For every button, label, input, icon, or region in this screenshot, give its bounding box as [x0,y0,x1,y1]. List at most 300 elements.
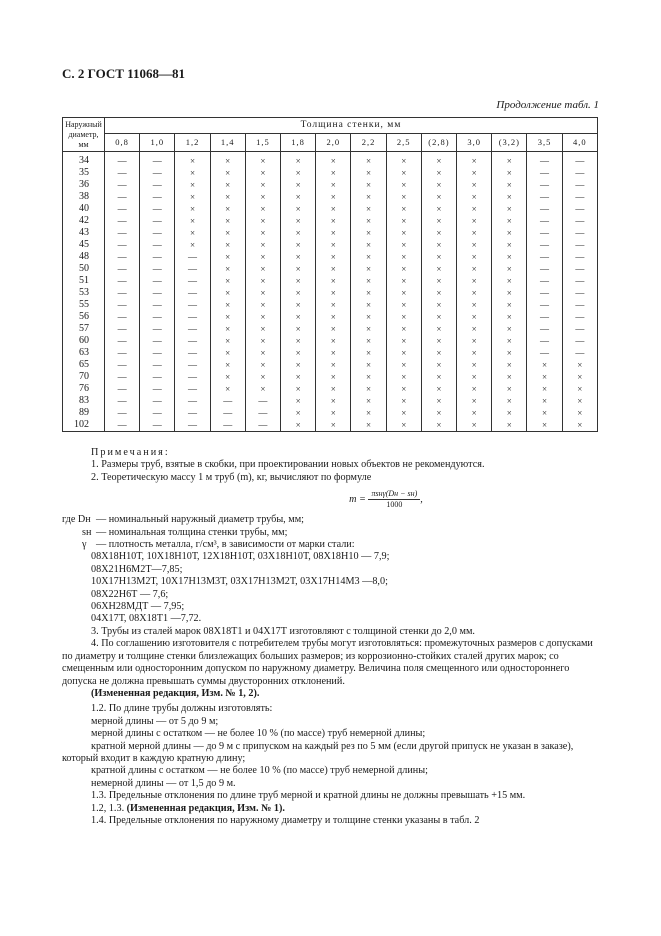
availability-cell: × [210,227,245,239]
availability-cell: × [386,419,421,432]
table-row [63,359,598,371]
availability-cell: × [386,275,421,287]
availability-cell: — [562,335,597,347]
availability-cell: × [245,227,280,239]
note-4: 4. По соглашению изготовителя с потребителем трубы могут изготовляться: промежуточных размеров с допусками по диаметру и толщине стенки близлежащих больших размеров; из коррозионно-стойких сталей других марок; со смещенным или односторонним допуском по наружному диаметру. Величина поля смещенного или одностороннего допуска не должна превышать суммы двусторонних отклонений. [62,638,593,687]
availability-cell: × [210,239,245,251]
availability-cell: — [527,152,562,168]
availability-cell: × [245,263,280,275]
availability-cell: — [105,299,140,311]
availability-cell: × [457,383,492,395]
availability-cell: — [140,152,175,168]
availability-cell: — [527,299,562,311]
table-row [63,263,598,275]
availability-cell: × [386,371,421,383]
table-body [63,152,598,432]
thickness-col-header: 2,0 [316,134,351,152]
availability-cell: × [386,395,421,407]
availability-cell: × [210,311,245,323]
availability-cell: — [105,311,140,323]
availability-cell: × [457,419,492,432]
availability-cell: × [386,251,421,263]
availability-cell: × [457,179,492,191]
section-1-2: 1.2. По длине трубы должны изготовлять: [91,703,273,715]
thickness-col-header: 0,8 [105,134,140,152]
availability-cell: × [210,323,245,335]
availability-cell: × [245,215,280,227]
availability-cell: — [527,239,562,251]
availability-cell: × [245,191,280,203]
availability-cell: × [562,371,597,383]
availability-cell: × [386,203,421,215]
availability-cell: × [281,191,316,203]
availability-cell: × [210,167,245,179]
availability-cell: — [562,152,597,168]
availability-cell: × [351,227,386,239]
diameter-cell: 48 [63,251,105,263]
availability-cell: × [351,251,386,263]
availability-cell: × [386,407,421,419]
availability-cell: × [386,227,421,239]
availability-cell: × [316,215,351,227]
availability-cell: — [175,347,210,359]
availability-cell: — [140,311,175,323]
availability-cell: × [351,311,386,323]
availability-cell: × [316,263,351,275]
table-row [63,311,598,323]
length-item-5: немерной длины — от 1,5 до 9 м. [91,777,236,789]
availability-cell: — [105,275,140,287]
table-row [63,152,598,168]
availability-cell: × [421,152,456,168]
availability-cell: × [351,167,386,179]
availability-cell: — [175,263,210,275]
availability-cell: × [316,227,351,239]
availability-cell: × [210,263,245,275]
availability-cell: × [316,347,351,359]
availability-cell: — [140,299,175,311]
availability-cell: × [281,152,316,168]
availability-cell: × [316,152,351,168]
availability-cell: × [316,179,351,191]
steel-density-list: 08Х18Н10Т, 10Х18Н10Т, 12Х18Н10Т, 03Х18Н10Т, 08Х18Н10 — 7,9; 08Х21Н6М2Т—7,85; 10Х17Н13М2Т, 10Х17Н13М3Т, 03Х17Н13М2Т, 03Х17Н14М3 —8,0; 08Х22Н6Т — 7,6; 06ХН28МДТ — 7,95; 04Х17Т, 08Х18Т1 —7,72. [91,551,390,625]
availability-cell: × [421,299,456,311]
availability-cell: × [351,419,386,432]
availability-cell: × [457,407,492,419]
availability-cell: × [351,215,386,227]
diameter-cell: 43 [63,227,105,239]
availability-cell: × [316,371,351,383]
availability-cell: — [527,287,562,299]
availability-cell: — [140,263,175,275]
availability-cell: — [140,179,175,191]
availability-cell: × [421,359,456,371]
availability-cell: — [105,407,140,419]
availability-cell: × [457,323,492,335]
availability-cell: — [562,191,597,203]
thickness-col-header: 1,4 [210,134,245,152]
table-row [63,179,598,191]
availability-cell: — [175,419,210,432]
availability-cell: × [492,395,527,407]
availability-cell: × [281,275,316,287]
availability-cell: × [492,227,527,239]
availability-cell: × [492,335,527,347]
availability-cell: × [351,263,386,275]
availability-cell: × [457,371,492,383]
availability-cell: × [245,152,280,168]
availability-cell: — [140,395,175,407]
availability-cell: × [457,215,492,227]
availability-cell: × [281,287,316,299]
availability-cell: × [386,191,421,203]
availability-cell: × [351,383,386,395]
availability-cell: × [245,167,280,179]
availability-cell: × [457,275,492,287]
availability-cell: × [351,323,386,335]
thickness-col-header: 1,8 [281,134,316,152]
availability-cell: × [386,287,421,299]
availability-cell: × [457,167,492,179]
availability-cell: — [245,419,280,432]
diameter-cell: 65 [63,359,105,371]
availability-cell: × [492,275,527,287]
table-row [63,383,598,395]
availability-cell: — [105,371,140,383]
availability-cell: × [421,383,456,395]
thickness-col-header: (3,2) [492,134,527,152]
availability-cell: × [492,299,527,311]
availability-cell: × [421,227,456,239]
availability-cell: — [140,191,175,203]
thickness-col-header: 4,0 [562,134,597,152]
availability-cell: × [492,239,527,251]
availability-cell: × [281,263,316,275]
availability-cell: × [281,251,316,263]
availability-cell: × [316,203,351,215]
thickness-col-header: 1,5 [245,134,280,152]
availability-cell: × [421,203,456,215]
availability-cell: × [492,347,527,359]
availability-cell: × [210,251,245,263]
diameter-cell: 83 [63,395,105,407]
availability-cell: — [105,251,140,263]
revision-note-2: 1.2, 1.3. (Измененная редакция, Изм. № 1). [91,802,285,814]
availability-cell: — [140,275,175,287]
availability-cell: × [457,239,492,251]
availability-cell: × [492,152,527,168]
availability-cell: × [421,371,456,383]
availability-cell: × [316,407,351,419]
availability-cell: × [386,299,421,311]
diameter-cell: 38 [63,191,105,203]
page-header: С. 2 ГОСТ 11068—81 [62,66,185,81]
availability-cell: — [140,251,175,263]
availability-cell: × [492,215,527,227]
availability-cell: × [281,395,316,407]
availability-cell: — [527,311,562,323]
availability-cell: — [562,311,597,323]
availability-cell: × [562,407,597,419]
availability-cell: — [105,152,140,168]
availability-cell: — [105,383,140,395]
availability-cell: × [281,167,316,179]
availability-cell: — [140,287,175,299]
availability-cell: — [105,263,140,275]
availability-cell: — [527,227,562,239]
availability-cell: × [316,419,351,432]
availability-cell: — [175,299,210,311]
availability-cell: — [562,251,597,263]
availability-cell: — [562,347,597,359]
availability-cell: × [457,347,492,359]
availability-cell: × [210,191,245,203]
availability-cell: — [105,347,140,359]
availability-cell: × [457,191,492,203]
availability-cell: × [386,323,421,335]
availability-cell: × [316,311,351,323]
availability-cell: × [281,359,316,371]
availability-cell: × [316,275,351,287]
availability-cell: — [175,407,210,419]
diameter-cell: 35 [63,167,105,179]
availability-cell: × [175,191,210,203]
availability-cell: × [562,419,597,432]
availability-cell: × [421,179,456,191]
table-row [63,167,598,179]
availability-cell: — [527,263,562,275]
availability-cell: × [351,371,386,383]
availability-cell: — [140,407,175,419]
availability-cell: × [492,311,527,323]
availability-cell: × [316,383,351,395]
diameter-cell: 51 [63,275,105,287]
availability-cell: × [457,359,492,371]
note-2: 2. Теоретическую массу 1 м труб (m), кг, вычисляют по формуле [91,471,372,483]
availability-cell: × [351,275,386,287]
availability-cell: × [386,152,421,168]
availability-cell: × [281,311,316,323]
availability-cell: × [386,311,421,323]
availability-cell: × [245,179,280,191]
availability-cell: × [210,383,245,395]
availability-cell: × [245,275,280,287]
availability-cell: — [562,287,597,299]
table-row [63,407,598,419]
availability-cell: — [140,215,175,227]
availability-cell: × [421,395,456,407]
availability-cell: × [210,179,245,191]
availability-cell: × [421,239,456,251]
availability-cell: — [527,203,562,215]
availability-cell: × [281,419,316,432]
formula-numerator: πsнγ(Dн − sн) [368,489,420,500]
availability-cell: × [281,227,316,239]
availability-cell: × [492,203,527,215]
table-row [63,347,598,359]
availability-cell: × [386,347,421,359]
availability-cell: × [421,323,456,335]
diameter-cell: 55 [63,299,105,311]
availability-cell: — [175,323,210,335]
thickness-col-header: 3,0 [457,134,492,152]
availability-cell: × [351,152,386,168]
availability-cell: — [140,323,175,335]
availability-cell: — [562,203,597,215]
availability-cell: × [316,239,351,251]
availability-cell: × [492,419,527,432]
availability-cell: × [245,251,280,263]
availability-cell: — [105,203,140,215]
thickness-header-row [63,134,598,152]
availability-cell: × [316,191,351,203]
availability-cell: — [140,335,175,347]
availability-cell: × [245,347,280,359]
availability-cell: × [457,251,492,263]
availability-cell: — [527,167,562,179]
availability-cell: — [105,359,140,371]
availability-cell: × [386,239,421,251]
availability-cell: × [281,335,316,347]
availability-cell: × [316,323,351,335]
availability-cell: × [316,251,351,263]
availability-cell: × [386,167,421,179]
availability-cell: × [492,323,527,335]
availability-cell: × [492,287,527,299]
availability-cell: × [351,179,386,191]
availability-cell: × [351,347,386,359]
thickness-col-header: 2,2 [351,134,386,152]
availability-cell: — [562,275,597,287]
diameter-cell: 63 [63,347,105,359]
diameter-cell: 70 [63,371,105,383]
availability-cell: × [316,395,351,407]
availability-cell: × [281,299,316,311]
diameter-cell: 53 [63,287,105,299]
formula-legend: где Dн — номинальный наружный диаметр трубы, мм; sн — номинальная толщина стенки трубы, мм; γ — плотность металла, г/см³, в зависимости от марки стали: [62,514,355,551]
availability-cell: — [562,239,597,251]
diameter-cell: 45 [63,239,105,251]
thickness-col-header: (2,8) [421,134,456,152]
availability-cell: × [245,383,280,395]
availability-cell: × [492,179,527,191]
availability-cell: — [105,323,140,335]
section-1-4: 1.4. Предельные отклонения по наружному диаметру и толщине стенки указаны в табл. 2 [91,814,480,826]
availability-cell: × [492,191,527,203]
availability-cell: — [140,227,175,239]
availability-cell: × [386,359,421,371]
diameter-cell: 34 [63,152,105,168]
availability-cell: × [492,167,527,179]
availability-cell: × [281,179,316,191]
availability-cell: × [527,371,562,383]
availability-cell: × [457,152,492,168]
availability-cell: × [421,275,456,287]
availability-cell: × [492,407,527,419]
availability-cell: × [245,311,280,323]
availability-cell: × [421,167,456,179]
table-continuation-label: Продолжение табл. 1 [496,99,599,111]
availability-cell: × [175,203,210,215]
availability-cell: × [245,299,280,311]
availability-cell: × [245,239,280,251]
availability-cell: × [351,335,386,347]
availability-cell: × [421,347,456,359]
availability-cell: × [421,335,456,347]
availability-cell: × [281,323,316,335]
availability-cell: — [105,395,140,407]
availability-cell: × [457,299,492,311]
availability-cell: × [457,311,492,323]
availability-cell: × [210,359,245,371]
availability-cell: × [492,359,527,371]
availability-cell: — [562,299,597,311]
table-row [63,395,598,407]
availability-cell: — [175,359,210,371]
availability-cell: × [316,299,351,311]
diameter-cell: 60 [63,335,105,347]
availability-cell: — [562,167,597,179]
availability-cell: × [210,335,245,347]
availability-cell: — [140,419,175,432]
availability-cell: — [175,335,210,347]
wall-thickness-header: Толщина стенки, мм [105,118,598,134]
availability-cell: × [281,203,316,215]
diameter-cell: 56 [63,311,105,323]
length-item-1: мерной длины — от 5 до 9 м; [91,715,219,727]
length-item-2: мерной длины с остатком — не более 10 % (по массе) труб немерной длины; [91,728,426,740]
availability-cell: × [281,239,316,251]
availability-cell: × [457,227,492,239]
table-row [63,215,598,227]
availability-cell: × [175,179,210,191]
availability-cell: × [562,383,597,395]
availability-cell: × [386,263,421,275]
diameter-cell: 57 [63,323,105,335]
availability-cell: — [140,383,175,395]
availability-cell: × [421,407,456,419]
table-row [63,239,598,251]
availability-cell: × [210,203,245,215]
availability-cell: × [457,287,492,299]
thickness-col-header: 3,5 [527,134,562,152]
availability-cell: × [245,335,280,347]
availability-cell: — [527,335,562,347]
availability-cell: — [245,407,280,419]
availability-cell: × [316,167,351,179]
availability-cell: × [210,347,245,359]
availability-cell: × [421,263,456,275]
availability-cell: × [210,371,245,383]
availability-cell: × [386,179,421,191]
availability-cell: × [175,215,210,227]
revision-note-1: (Измененная редакция, Изм. № 1, 2). [91,687,260,699]
length-item-3: кратной мерной длины — до 9 м с припуском на каждый рез по 5 мм (если другой припуск не указан в заказе), который входит в каждую кратную длину; [62,740,574,764]
availability-cell: × [386,383,421,395]
availability-cell: × [175,167,210,179]
availability-cell: — [527,323,562,335]
availability-cell: — [527,191,562,203]
availability-cell: — [210,419,245,432]
thickness-col-header: 2,5 [386,134,421,152]
availability-cell: × [210,299,245,311]
availability-cell: × [281,371,316,383]
availability-cell: × [281,407,316,419]
availability-cell: × [351,299,386,311]
body-text [62,447,600,827]
availability-cell: × [421,311,456,323]
availability-cell: × [281,215,316,227]
